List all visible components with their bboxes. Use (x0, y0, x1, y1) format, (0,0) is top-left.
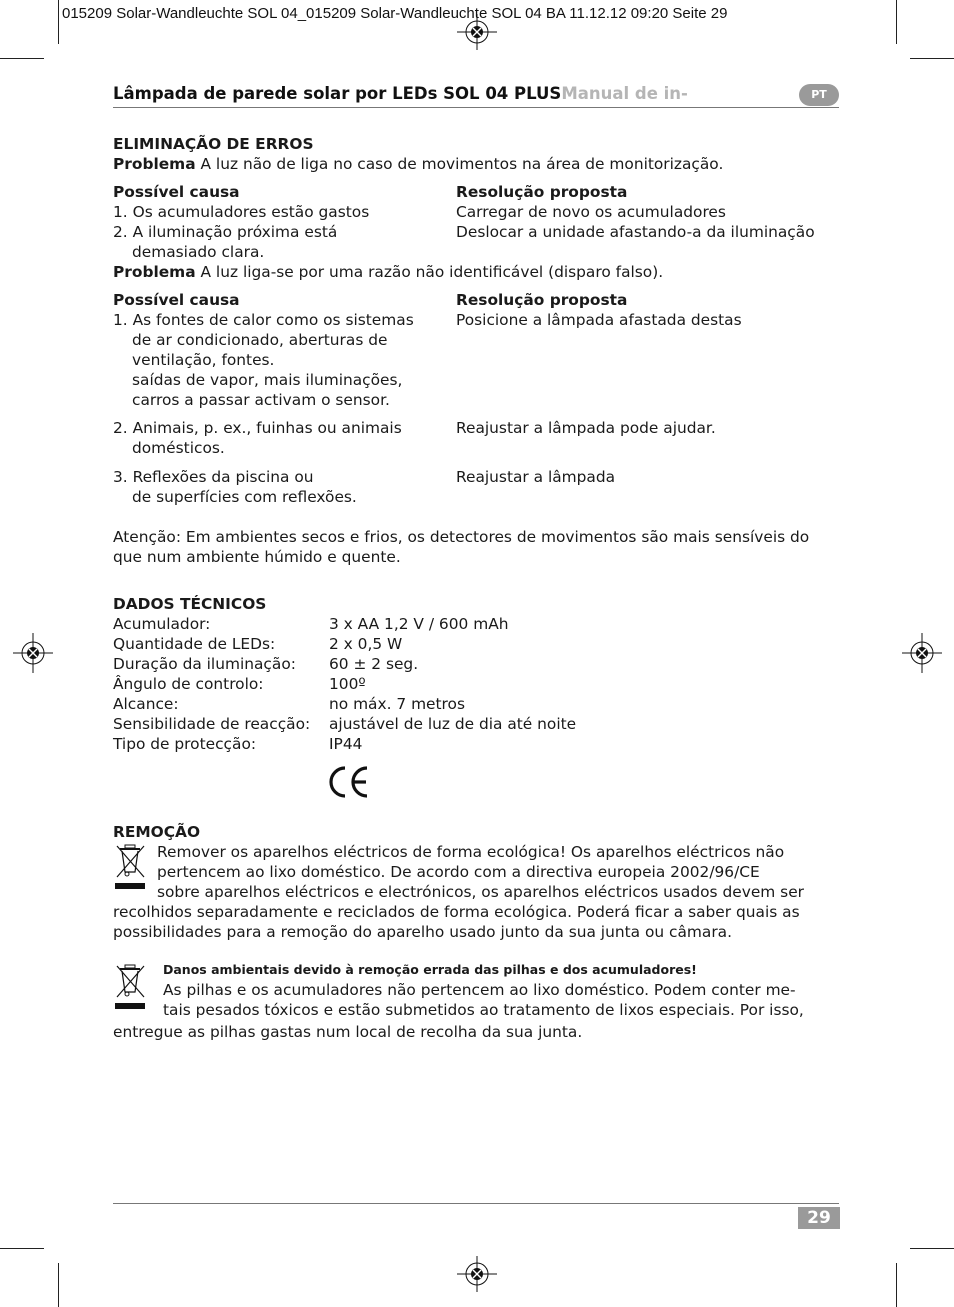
problem-1 (113, 154, 843, 174)
crop-mark (0, 1248, 44, 1249)
disposal-line: sobre aparelhos eléctricos e electrónicos, os aparelhos eléctricos usados devem ser (157, 883, 804, 901)
cause-line: domésticos. (132, 439, 225, 457)
crop-mark (58, 0, 59, 44)
problem-label: Problema (113, 155, 196, 173)
spec-key: Ângulo de controlo: (113, 675, 264, 693)
crop-mark (896, 0, 897, 44)
registration-mark-icon (457, 1256, 497, 1292)
cause-line: 1. As fontes de calor como os sistemas (113, 311, 414, 329)
battery-warning: Danos ambientais devido à remoção errada das pilhas e dos acumuladores! (163, 962, 697, 977)
disposal-paragraph: recolhidos separadamente e reciclados de forma ecológica. Poderá ficar a saber quais as possibilidades para a remoção do aparelho usado junto da sua junta ou câmara. (113, 903, 800, 941)
disposal-block (113, 842, 843, 902)
solution-cell: Carregar de novo os acumuladores (456, 203, 726, 221)
battery-intro (163, 962, 804, 1022)
table-row (113, 418, 843, 458)
footer-divider (113, 1203, 839, 1204)
spec-key: Acumulador: (113, 615, 211, 633)
spec-value: 100º (329, 675, 366, 693)
cause-line: saídas de vapor, mais iluminações, (132, 371, 403, 389)
spec-value: 60 ± 2 seg. (329, 655, 419, 673)
spec-value: IP44 (329, 735, 363, 753)
solution-cell: Deslocar a unidade afastando-a da iluminação (456, 223, 815, 241)
page-title (113, 84, 688, 103)
spec-row (113, 634, 843, 654)
cause-cell (113, 467, 456, 507)
table-header (113, 290, 843, 310)
cause-header: Possível causa (113, 183, 240, 201)
table-row (113, 202, 843, 222)
main-content (113, 134, 843, 1042)
ce-mark-icon (326, 764, 370, 800)
spec-row (113, 614, 843, 634)
troubleshooting-title: ELIMINAÇÃO DE ERROS (113, 135, 314, 153)
crossed-bin-icon (113, 962, 163, 1022)
spec-key: Sensibilidade de reacção: (113, 715, 311, 733)
registration-mark-icon (902, 633, 942, 673)
page-number: 29 (798, 1207, 840, 1229)
spec-value: 3 x AA 1,2 V / 600 mAh (329, 615, 509, 633)
cause-line: 3. Reflexões da piscina ou (113, 468, 314, 486)
spec-key: Tipo de protecção: (113, 735, 257, 753)
cause-line: demasiado clara. (132, 243, 265, 261)
crop-mark (910, 58, 954, 59)
header-divider (113, 107, 839, 108)
solution-cell: Reajustar a lâmpada (456, 468, 616, 486)
cause-cell: 1. Os acumuladores estão gastos (113, 203, 370, 221)
spec-row (113, 734, 843, 754)
cause-line: de superfícies com reflexões. (132, 488, 357, 506)
spec-row (113, 674, 843, 694)
spec-key: Alcance: (113, 695, 179, 713)
spec-value: no máx. 7 metros (329, 695, 465, 713)
crop-mark (896, 1263, 897, 1307)
battery-paragraph: entregue as pilhas gastas num local de recolha da sua junta. (113, 1023, 583, 1041)
cause-cell (113, 310, 456, 410)
crop-mark (0, 58, 44, 59)
page-title-overflow: Manual de in- (561, 84, 688, 103)
attention-note: Atenção: Em ambientes secos e frios, os detectores de movimentos são mais sensíveis do que num ambiente húmido e quente. (113, 528, 810, 566)
table-row (113, 467, 843, 507)
spec-key: Quantidade de LEDs: (113, 635, 276, 653)
language-badge: PT (799, 84, 839, 106)
cause-cell (113, 222, 456, 262)
disposal-line: Remover os aparelhos eléctricos de forma ecológica! Os aparelhos eléctricos não (157, 843, 785, 861)
spec-row (113, 694, 843, 714)
problem-text: A luz liga-se por uma razão não identificável (disparo falso). (200, 263, 664, 281)
solution-header: Resolução proposta (456, 291, 628, 309)
problem-2 (113, 262, 843, 282)
spec-value: 2 x 0,5 W (329, 635, 403, 653)
crop-mark (910, 1248, 954, 1249)
cause-line: de ar condicionado, aberturas de (132, 331, 388, 349)
cause-line: carros a passar activam o sensor. (132, 391, 390, 409)
spec-row (113, 654, 843, 674)
crop-mark (58, 1263, 59, 1307)
table-header (113, 182, 843, 202)
spec-row (113, 714, 843, 734)
battery-block (113, 962, 843, 1022)
table-row (113, 310, 843, 410)
disposal-title: REMOÇÃO (113, 823, 201, 841)
registration-mark-icon (13, 633, 53, 673)
cause-line: 2. Animais, p. ex., fuinhas ou animais (113, 419, 402, 437)
battery-line: As pilhas e os acumuladores não pertencem ao lixo doméstico. Podem conter me- (163, 981, 796, 999)
spec-value: ajustável de luz de dia até noite (329, 715, 577, 733)
crossed-bin-icon (113, 842, 157, 902)
solution-cell: Reajustar a lâmpada pode ajudar. (456, 419, 716, 437)
disposal-line: pertencem ao lixo doméstico. De acordo com a directiva europeia 2002/96/CE (157, 863, 760, 881)
battery-line: tais pesados tóxicos e estão submetidos ao tratamento de lixos especiais. Por isso, (163, 1001, 804, 1019)
page-title-main: Lâmpada de parede solar por LEDs SOL 04 PLUS (113, 84, 562, 103)
table-row (113, 222, 843, 262)
disposal-intro (157, 842, 804, 902)
cause-cell (113, 418, 456, 458)
tech-data-title: DADOS TÉCNICOS (113, 595, 267, 613)
cause-header: Possível causa (113, 291, 240, 309)
problem-label: Problema (113, 263, 196, 281)
solution-cell: Posicione a lâmpada afastada destas (456, 311, 742, 329)
spec-key: Duração da iluminação: (113, 655, 296, 673)
cause-line: 2. A iluminação próxima está (113, 223, 338, 241)
problem-text: A luz não de liga no caso de movimentos na área de monitorização. (200, 155, 724, 173)
cause-line: ventilação, fontes. (132, 351, 275, 369)
solution-header: Resolução proposta (456, 183, 628, 201)
print-slug: 015209 Solar-Wandleuchte SOL 04_015209 Solar-Wandleuchte SOL 04 BA 11.12.12 09:20 Seite 29 (62, 5, 728, 22)
